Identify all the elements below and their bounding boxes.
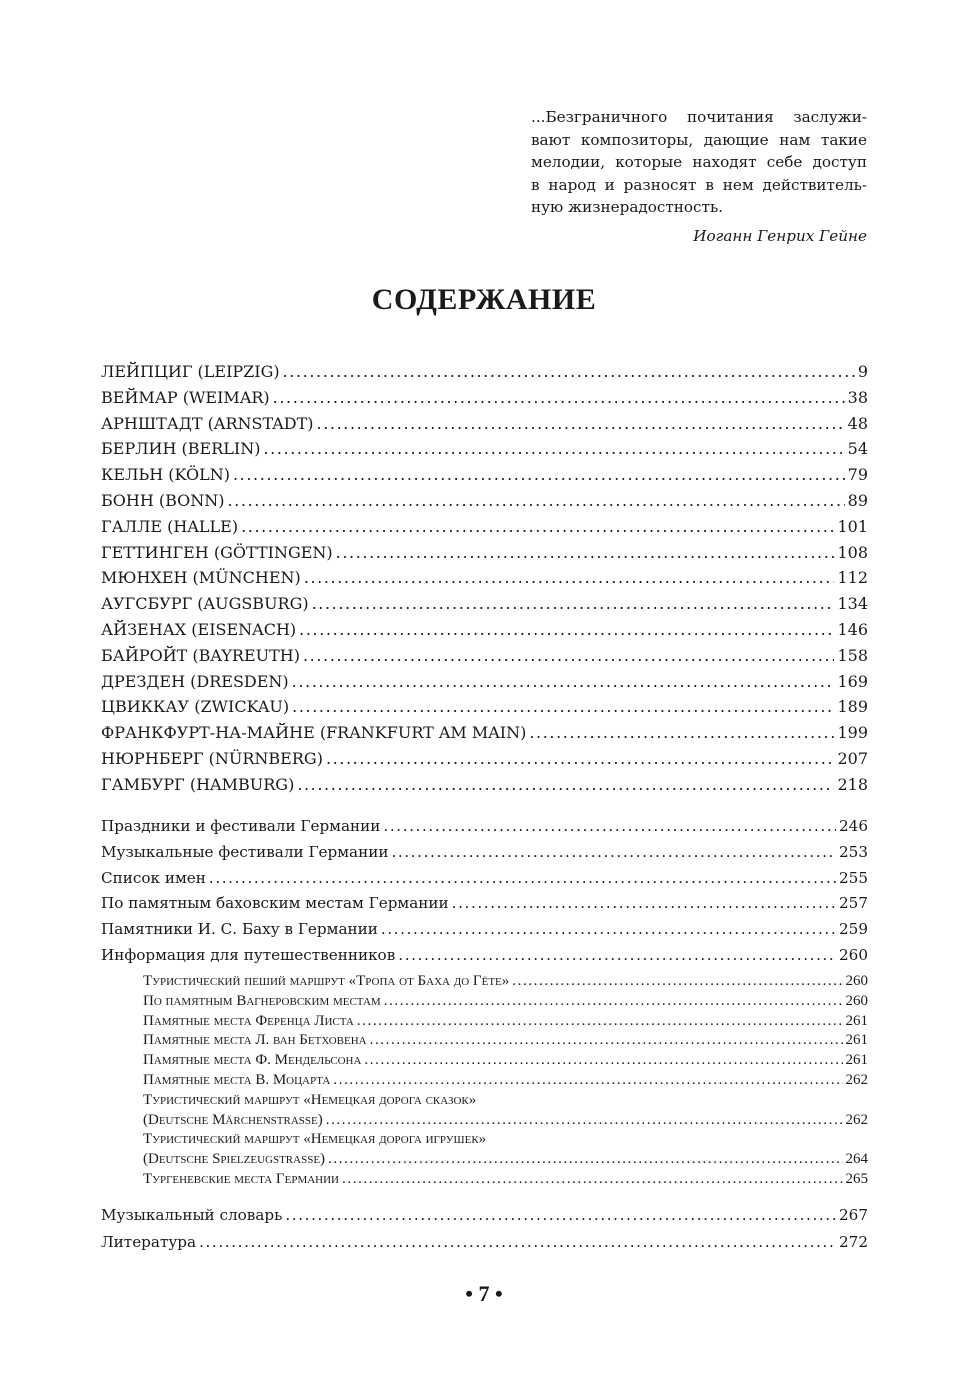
toc-subentry-wagner-places[interactable]	[143, 993, 868, 1013]
toc-leader-dots	[333, 1072, 842, 1089]
toc-entry-page: 272	[839, 1232, 868, 1251]
toc-entry-page: 262	[845, 1071, 868, 1088]
toc-leader-dots	[529, 723, 834, 742]
toc-leader-dots	[304, 568, 835, 587]
toc-entry-label: МЮНХЕН (MÜNCHEN)	[101, 568, 301, 588]
epigraph-line: в народ и разносят в нем действитель-	[531, 175, 867, 194]
toc-appendix-list	[101, 817, 868, 972]
toc-leader-dots	[312, 594, 835, 613]
toc-entry-page: 265	[845, 1170, 868, 1187]
toc-leader-dots	[233, 465, 845, 484]
toc-entry-label: АРНШТАДТ (ARNSTADT)	[101, 413, 314, 433]
toc-entry-page: 253	[839, 842, 868, 861]
toc-entry-page: 189	[837, 697, 868, 717]
toc-entry-label: Музыкальный словарь	[101, 1206, 283, 1224]
toc-leader-dots	[303, 646, 834, 665]
toc-subentry-fairy-tale-route-title: Туристический маршрут «Немецкая дорога сказок»	[143, 1091, 477, 1108]
toc-final-list	[101, 1206, 868, 1259]
toc-entry-page: 169	[837, 671, 868, 691]
toc-entry-label: ФРАНКФУРТ-НА-МАЙНЕ (FRANKFURT AM MAIN)	[101, 723, 527, 743]
toc-leader-dots	[209, 869, 836, 887]
toc-entry-gottingen[interactable]	[101, 543, 868, 569]
toc-entry-page: 264	[845, 1151, 868, 1168]
toc-entry-label: ЛЕЙПЦИГ (LEIPZIG)	[101, 362, 280, 381]
epigraph-line: вают композиторы, дающие нам такие	[531, 130, 867, 149]
toc-leader-dots	[285, 1206, 836, 1224]
toc-entry-label: ГАЛЛЕ (HALLE)	[101, 516, 239, 536]
toc-leader-dots	[336, 543, 835, 562]
toc-entry-label: КЕЛЬН (KÖLN)	[101, 465, 230, 485]
toc-entry-page: 255	[839, 868, 868, 887]
toc-entry-page: 79	[847, 465, 868, 485]
toc-entry-frankfurt[interactable]	[101, 723, 868, 749]
toc-leader-dots	[512, 973, 842, 990]
toc-subentry-toy-route[interactable]	[143, 1151, 868, 1171]
toc-leader-dots	[383, 817, 836, 835]
toc-leader-dots	[452, 894, 836, 912]
epigraph-line: ...Безграничного почитания заслужи-	[531, 108, 867, 126]
toc-leader-dots	[283, 362, 855, 381]
page-title: СОДЕРЖАНИЕ	[371, 283, 597, 316]
toc-entry-page: 260	[845, 973, 868, 989]
toc-leader-dots	[326, 1112, 843, 1129]
toc-entry-berlin[interactable]	[101, 439, 868, 465]
toc-entry-label: Памятные места Ф. Мендельсона	[143, 1052, 362, 1069]
toc-entry-label: БЕРЛИН (BERLIN)	[101, 439, 261, 459]
toc-entry-koln[interactable]	[101, 465, 868, 491]
toc-entry-nurnberg[interactable]	[101, 749, 868, 775]
toc-entry-label: По памятным баховским местам Германии	[101, 894, 449, 913]
toc-leader-dots	[263, 439, 844, 458]
toc-entry-label: (Deutsche Märchenstrasse)	[143, 1111, 323, 1128]
toc-leader-dots	[364, 1052, 842, 1069]
toc-leader-dots	[381, 920, 836, 938]
toc-entry-page: 89	[847, 490, 868, 510]
toc-entry-page: 112	[837, 568, 868, 588]
toc-entry-label: ГАМБУРГ (HAMBURG)	[101, 774, 295, 794]
toc-subentry-toy-route-title: Туристический маршрут «Немецкая дорога игрушек»	[143, 1131, 487, 1148]
toc-entry-hamburg[interactable]	[101, 775, 868, 801]
toc-entry-page: 9	[857, 362, 868, 381]
toc-subentry-mozart-places[interactable]	[143, 1072, 868, 1092]
toc-entry-label: ВЕЙМАР (WEIMAR)	[101, 387, 270, 407]
toc-entry-holidays[interactable]	[101, 817, 868, 843]
toc-entry-halle[interactable]	[101, 517, 868, 543]
toc-leader-dots	[391, 843, 836, 861]
toc-entry-label: Музыкальные фестивали Германии	[101, 842, 389, 861]
toc-entry-literature[interactable]	[101, 1233, 868, 1260]
toc-entry-page: 267	[839, 1206, 868, 1224]
toc-leader-dots	[241, 517, 834, 536]
page-number: • 7 •	[465, 1281, 503, 1306]
toc-entry-page: 48	[847, 413, 868, 433]
toc-leader-dots	[228, 491, 845, 510]
toc-entry-page: 158	[837, 645, 868, 665]
toc-entry-label: Туристический пеший маршрут «Тропа от Баха до Гёте»	[143, 973, 510, 989]
toc-entry-page: 54	[847, 439, 868, 459]
toc-entry-label: Памятные места Ференца Листа	[143, 1012, 354, 1029]
toc-entry-augsburg[interactable]	[101, 594, 868, 620]
toc-entry-label: По памятным Вагнеровским местам	[143, 992, 381, 1009]
toc-entry-page: 259	[839, 920, 868, 939]
toc-subentry-fairy-tale-route[interactable]	[143, 1112, 868, 1132]
toc-entry-page: 38	[847, 387, 868, 407]
toc-entry-page: 246	[839, 817, 868, 835]
toc-entry-page: 108	[837, 542, 868, 562]
toc-entry-label: ЦВИККАУ (ZWICKAU)	[101, 697, 290, 717]
toc-leader-dots	[292, 672, 835, 691]
toc-entry-label: БАЙРОЙТ (BAYREUTH)	[101, 645, 300, 665]
toc-entry-label: Тургеневские места Германии	[143, 1170, 340, 1187]
toc-entry-munchen[interactable]	[101, 568, 868, 594]
toc-entry-music-dictionary[interactable]	[101, 1206, 868, 1233]
toc-entry-bach-places[interactable]	[101, 894, 868, 920]
toc-entry-label: БОНН (BONN)	[101, 490, 225, 510]
toc-entry-traveler-info[interactable]	[101, 946, 868, 972]
toc-entry-label: Памятники И. С. Баху в Германии	[101, 920, 378, 939]
toc-entry-page: 207	[837, 748, 868, 768]
toc-entry-page: 257	[839, 894, 868, 913]
toc-entry-eisenach[interactable]	[101, 620, 868, 646]
toc-entry-label: (Deutsche Spielzeugstrasse)	[143, 1151, 326, 1168]
toc-entry-label: Памятные места В. Моцарта	[143, 1071, 331, 1088]
toc-entry-page: 261	[845, 1032, 868, 1049]
toc-entry-weimar[interactable]	[101, 388, 868, 414]
toc-leader-dots	[317, 414, 845, 433]
toc-leader-dots	[328, 1151, 842, 1168]
toc-cities-list	[101, 362, 868, 801]
toc-entry-page: 260	[845, 992, 868, 1009]
toc-subentry-turgenev-places[interactable]	[143, 1171, 868, 1191]
toc-entry-music-festivals[interactable]	[101, 843, 868, 869]
toc-leader-dots	[342, 1171, 842, 1188]
toc-entry-label: Список имен	[101, 868, 206, 887]
toc-entry-page: 134	[837, 594, 868, 614]
toc-entry-dresden[interactable]	[101, 672, 868, 698]
toc-entry-bonn[interactable]	[101, 491, 868, 517]
epigraph	[531, 106, 867, 247]
toc-subentry-bach-goethe-trail[interactable]	[143, 973, 868, 993]
toc-leader-dots	[370, 1032, 843, 1049]
toc-entry-page: 146	[837, 619, 868, 639]
toc-entry-label: Литература	[101, 1232, 197, 1251]
toc-entry-zwickau[interactable]	[101, 697, 868, 723]
toc-entry-label: ГЕТТИНГЕН (GÖTTINGEN)	[101, 542, 333, 562]
toc-entry-label: ДРЕЗДЕН (DRESDEN)	[101, 671, 289, 691]
toc-entry-label: Праздники и фестивали Германии	[101, 817, 381, 835]
toc-entry-arnstadt[interactable]	[101, 414, 868, 440]
epigraph-author: Иоганн Генрих Гейне	[693, 226, 867, 245]
toc-entry-label: Памятные места Л. ван Бетховена	[143, 1032, 367, 1049]
toc-subentry-liszt-places[interactable]	[143, 1013, 868, 1033]
toc-leader-dots	[292, 697, 834, 716]
toc-leader-dots	[299, 620, 834, 639]
toc-entry-label: НЮРНБЕРГ (NÜRNBERG)	[101, 748, 323, 768]
toc-entry-label: АЙЗЕНАХ (EISENACH)	[101, 619, 297, 639]
toc-entry-page: 260	[839, 945, 868, 964]
toc-leader-dots	[398, 946, 836, 964]
toc-leader-dots	[273, 388, 845, 407]
toc-entry-label: Информация для путешественников	[101, 945, 396, 964]
toc-entry-page: 101	[837, 516, 868, 536]
toc-entry-leipzig[interactable]	[101, 362, 868, 388]
toc-subentry-beethoven-places[interactable]	[143, 1032, 868, 1052]
toc-leader-dots	[326, 749, 835, 768]
toc-entry-page: 218	[837, 774, 868, 794]
toc-leader-dots	[357, 1013, 843, 1030]
toc-entry-bayreuth[interactable]	[101, 646, 868, 672]
toc-entry-page: 261	[845, 1012, 868, 1029]
epigraph-line: мелодии, которые находят себе доступ	[531, 153, 867, 171]
toc-entry-page: 262	[845, 1111, 868, 1128]
toc-leader-dots	[199, 1233, 836, 1251]
epigraph-line: ную жизнерадостность.	[531, 198, 724, 216]
toc-subentries-list	[143, 973, 868, 1191]
toc-entry-page: 261	[845, 1052, 868, 1069]
toc-entry-page: 199	[837, 723, 868, 743]
toc-entry-name-index[interactable]	[101, 869, 868, 895]
toc-subentry-mendelssohn-places[interactable]	[143, 1052, 868, 1072]
toc-entry-bach-monuments[interactable]	[101, 920, 868, 946]
toc-leader-dots	[384, 993, 843, 1010]
toc-entry-label: АУГСБУРГ (AUGSBURG)	[101, 594, 309, 614]
toc-leader-dots	[297, 775, 834, 794]
